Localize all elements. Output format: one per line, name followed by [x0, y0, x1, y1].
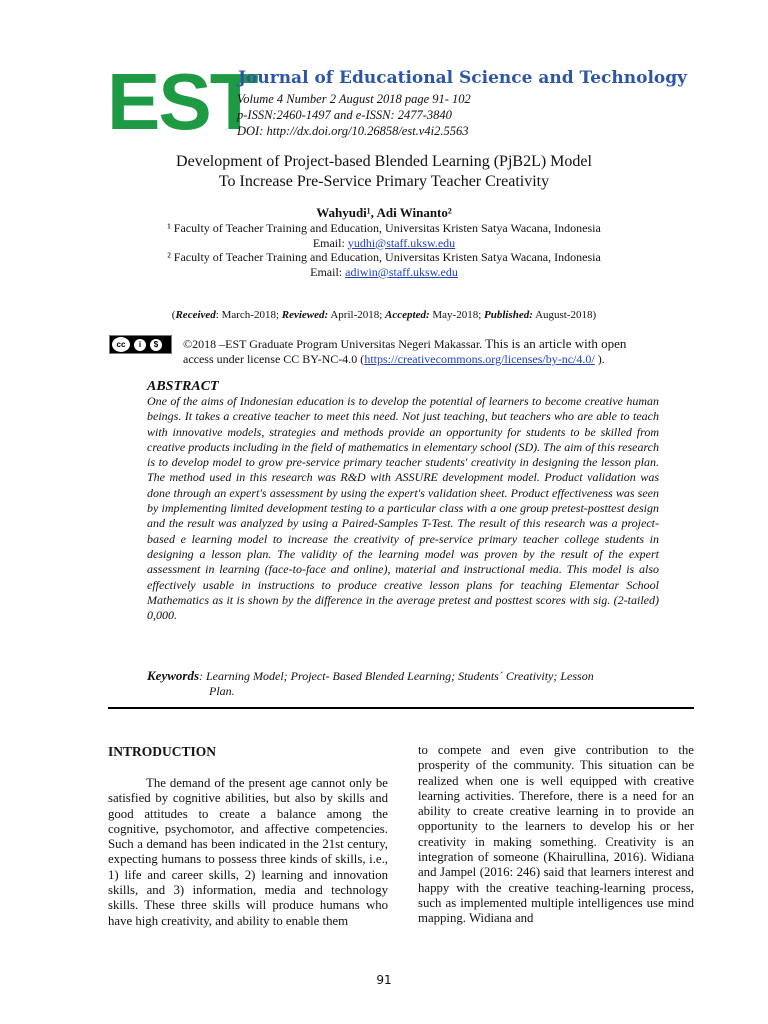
- accepted-date: May-2018;: [429, 309, 485, 321]
- reviewed-label: Reviewed:: [281, 309, 329, 321]
- reviewed-date: April-2018;: [328, 309, 386, 321]
- abstract-text: One of the aims of Indonesian education is to develop the potential of learners to become creative human beings. It takes a creative teacher to meet this need. Not just teaching, but teachers who are able to teach with innovative models, strategies and methods provide an opportunity for students to be skilled from creative products including in the field of mathematics in elementary school (SD). The aim of this research is to develop model to grow pre-service primary teacher students' creativity in designing the lesson plan. The method used in this research was R&D with ASSURE development model. Product validation was done through an expert's assessment by using the expert's validation sheet. Product effectiveness was seen by implementing limited development testing to a particular class with a one group pretest-posttest design and the result was analyzed by using a Paired-Samples T-Test. The result of this research was a project-based e learning model to increase the creativity of pre-service primary teacher college students in designing a lesson plan. The validity of the learning model was proven by the result of the expert assessment in learning (face-to-face and online), material and instructional media. This model is also effectively usable in instructions to produce creative lesson plans for teaching Elementar School Mathematics as it is shown by the difference in the average pretest and posttest scores with sig. (2-tailed) 0,000.: [147, 394, 659, 623]
- intro-column-2: to compete and even give contribution to the prosperity of the community. This situation can be realized when one is well equipped with creative learning activities. Therefore, there is a need for an ability to create creative learning in to provide an opportunity to the learners to develop his or her creativity in making something. Creativity is an integration of someone (Khairullina, 2016). Widiana and Jampel (2016: 246) said that learners interest and happy with the creative teaching-learning process, such as implemented multiple intelligences use mind mapping. Widiana and: [418, 743, 694, 926]
- published-date: August-2018): [532, 309, 597, 321]
- accepted-label: Accepted:: [385, 309, 430, 321]
- page-number: 91: [376, 973, 392, 987]
- by-icon: i: [134, 339, 146, 351]
- journal-issn: p-ISSN:2460-1497 and e-ISSN: 2477-3840: [237, 108, 452, 122]
- received-date: : March-2018;: [215, 309, 282, 321]
- published-label: Published:: [484, 309, 533, 321]
- affiliation-2: [0, 250, 768, 279]
- license-url-tail: ).: [594, 352, 605, 366]
- open-access-text: This is an article with open: [482, 336, 627, 351]
- email-link-2[interactable]: adiwin@staff.uksw.edu: [345, 264, 458, 279]
- affiliation-2-text: ² Faculty of Teacher Training and Education, Universitas Kristen Satya Wacana, Indonesia: [167, 250, 601, 264]
- affiliation-1-text: ¹ Faculty of Teacher Training and Education, Universitas Kristen Satya Wacana, Indonesia: [167, 221, 601, 235]
- keywords-line2: Plan.: [209, 684, 235, 699]
- paper-authors: Wahyudi¹, Adi Winanto²: [316, 205, 452, 220]
- abstract-heading: ABSTRACT: [147, 379, 219, 394]
- email-label: Email:: [310, 264, 346, 279]
- nc-icon: $: [150, 339, 162, 351]
- affiliation-1-email-row: [0, 236, 768, 251]
- access-line: access under license: [183, 352, 284, 366]
- affiliation-2-email-row: [0, 265, 768, 280]
- email-link-1[interactable]: yudhi@staff.uksw.edu: [347, 235, 456, 250]
- journal-title: Journal of Educational Science and Technology: [238, 68, 688, 88]
- intro-column-1: The demand of the present age cannot only be satisfied by cognitive abilities, but also by skills and good attitudes to create a balance among the cognitive, psychomotor, and affective competencies. Such a demand has been indicated in the 21st century, expecting humans to possess three kinds of skills, i.e., 1) life and career skills, 2) learning and innovation skills, and 3) information, media and technology skills. These three skills will produce humans who have high creativity, and ability to enable them: [108, 776, 388, 928]
- introduction-heading: INTRODUCTION: [108, 744, 217, 759]
- keywords-line1: : Learning Model; Project- Based Blended Learning; Students´ Creativity; Lesson: [199, 669, 594, 683]
- keywords-line1-row: [147, 668, 659, 684]
- article-dates: (Received: March-2018; Reviewed: April-2018; Accepted: May-2018; Published: August-2018): [171, 309, 597, 321]
- paper-title-line2: To Increase Pre-Service Primary Teacher Creativity: [218, 173, 550, 190]
- email-label: Email:: [312, 235, 348, 250]
- journal-doi: DOI: http://dx.doi.org/10.26858/est.v4i2.5563: [237, 124, 469, 138]
- keywords-label: Keywords: [147, 668, 199, 683]
- section-divider: [108, 707, 694, 709]
- cc-license-icon[interactable]: [109, 335, 172, 354]
- copyright-text: ©2018 –EST Graduate Program Universitas Negeri Makassar.: [183, 337, 483, 351]
- paper-title-line1: Development of Project-based Blended Learning (PjB2L) Model: [176, 153, 592, 170]
- journal-volume: Volume 4 Number 2 August 2018 page 91- 102: [237, 92, 471, 106]
- affiliation-1: [0, 221, 768, 250]
- received-label: Received: [175, 309, 216, 321]
- cc-label: CC BY-NC-4.0 (: [283, 352, 365, 366]
- journal-logo: EST: [107, 57, 257, 146]
- license-url-link[interactable]: https://creativecommons.org/licenses/by-nc/4.0/: [364, 352, 595, 366]
- cc-icon: cc: [112, 337, 130, 352]
- keywords: [147, 668, 659, 700]
- license-text: [183, 336, 693, 367]
